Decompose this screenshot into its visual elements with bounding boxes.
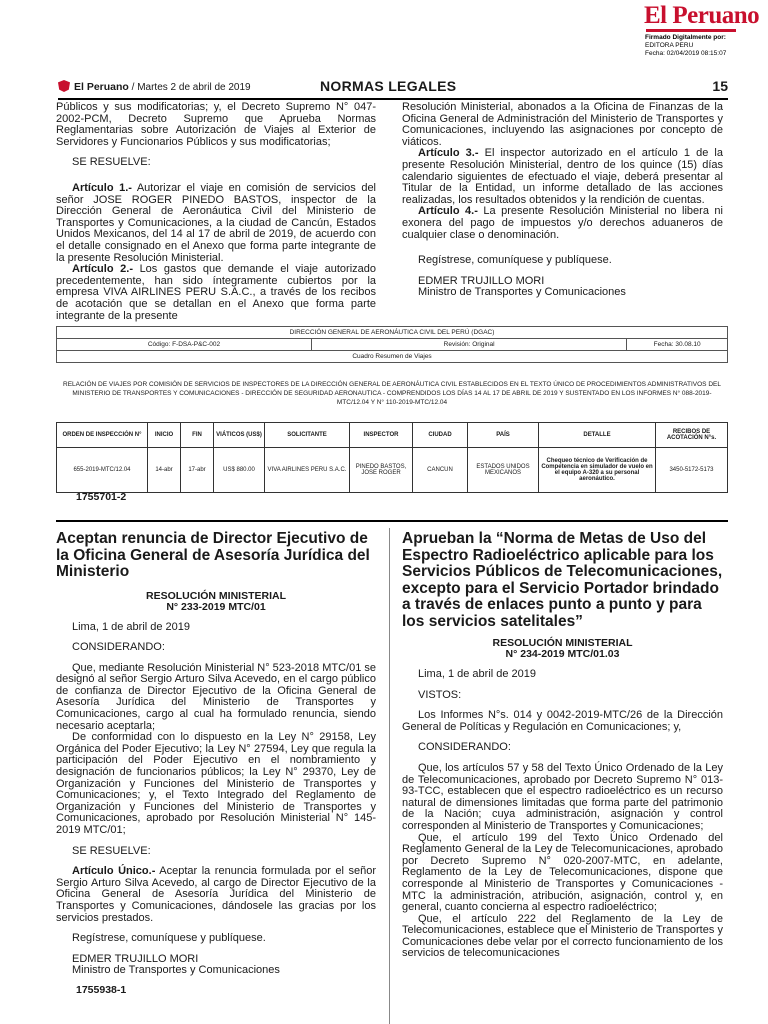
closing: Regístrese, comuníquese y publíquese. [72, 932, 266, 945]
dgac-cuadro: Cuadro Resumen de Viajes [57, 351, 728, 363]
header-paper: El Peruano [74, 81, 129, 93]
signer-title: Ministro de Transportes y Comunicaciones [418, 286, 626, 299]
date-line: Lima, 1 de abril de 2019 [418, 668, 537, 680]
vistos: VISTOS: [418, 688, 462, 701]
resolution-label: RESOLUCIÓN MINISTERIAL [492, 637, 633, 649]
travel-table [56, 422, 728, 493]
table-header: VIÁTICOS (US$) [214, 423, 265, 448]
table-header: CIUDAD [413, 423, 468, 448]
page-header [58, 78, 728, 100]
page-number: 15 [712, 78, 728, 94]
paragraph: Los Informes N°s. 014 y 0042-2019-MTC/26 de la Dirección General de Políticas y Regulación en Comunicaciones; y, [402, 709, 723, 733]
dgac-table [56, 326, 728, 363]
dgac-revision: Revisión: Original [311, 339, 626, 351]
table-cell: 17-abr [181, 448, 214, 493]
table-header: DETALLE [539, 423, 656, 448]
table-cell: 14-abr [148, 448, 181, 493]
article-text: La presente Resolución Ministerial no libera ni exonera del pago de impuestos y/o derechos aduaneros de cualquier clase o denominación. [402, 205, 723, 241]
table-header: INSPECTOR [350, 423, 413, 448]
dgac-title: DIRECCIÓN GENERAL DE AERONÁUTICA CIVIL DEL PERÚ (DGAC) [57, 327, 728, 339]
table-cell: CANCUN [413, 448, 468, 493]
se-resuelve: SE RESUELVE: [72, 844, 151, 857]
table-cell: Chequeo técnico de Verificación de Competencia en simulador de vuelo en el equipo A-320 a su personal aeronáutico. [539, 448, 656, 493]
signature-line: Fecha: 02/04/2019 08:15:07 [645, 50, 727, 57]
document-code: 1755938-1 [76, 983, 127, 996]
closing: Regístrese, comuníquese y publíquese. [418, 254, 612, 267]
considerando: CONSIDERANDO: [418, 741, 511, 754]
table-header: SOLICITANTE [265, 423, 350, 448]
document-code: 1755701-2 [76, 491, 127, 503]
paragraph: De conformidad con lo dispuesto en la Ley N° 29158, Ley Orgánica del Poder Ejecutivo; la Ley N° 27594, Ley que regula la participación del Poder Ejecutivo en el nombramiento y designación de funcionarios públicos; la Ley N° 29370, Ley de Organización y Funciones del Ministerio de Transportes y Comunicaciones; y, el Texto Integrado del Reglamento de Organización y Funciones del Ministerio de Transportes y Comunicaciones, aprobado por Resolución Ministerial N° 145-2019 MTC/01; [56, 731, 376, 836]
logo-underline [646, 29, 736, 32]
article-title: Aprueban la “Norma de Metas de Uso del Espectro Radioeléctrico aplicable para los Servicios Públicos de Telecomunicaciones, excepto para el Servicio Portador brindado a través de enlaces punto a punto y para los servicios satelitales” [402, 530, 723, 630]
resolution-number: N° 234-2019 MTC/01.03 [505, 648, 620, 660]
table-row [57, 448, 728, 493]
article-label: Artículo 3.- [418, 147, 479, 160]
top-right-column [402, 102, 723, 299]
signer-title: Ministro de Transportes y Comunicaciones [72, 964, 280, 977]
top-left-column [56, 102, 376, 322]
article-4 [402, 206, 723, 241]
resolution-number: N° 233-2019 MTC/01 [166, 600, 266, 613]
table-cell: US$ 880.00 [214, 448, 265, 493]
paragraph: Que, los artículos 57 y 58 del Texto Único Ordenado de la Ley de Telecomunicaciones, aprobado por Decreto Supremo N° 013-93-TCC, establecen que el espectro radioeléctrico es un recurso natural de dimensiones limitadas que forma parte del patrimonio de la Nación; cuya administración, asignación y control corresponden al Ministerio de Transportes y Comunicaciones; [402, 761, 723, 832]
table-cell: PINEDO BASTOS, JOSE ROGER [350, 448, 413, 493]
right-article [402, 531, 723, 960]
article-label: Artículo 4.- [418, 205, 478, 218]
paragraph: Públicos y sus modificatorias; y, el Decreto Supremo N° 047-2002-PCM, Decreto Supremo que Aprueba Normas Reglamentarias sobre Autorización de Viajes al Exterior de Servidores y Funcionarios Públicos y sus modificatorias; [56, 101, 376, 148]
table-header: RECIBOS DE ACOTACIÓN N°s. [656, 423, 728, 448]
article-1 [56, 183, 376, 264]
resolution-label: RESOLUCIÓN MINISTERIAL [145, 589, 286, 602]
article-label: Artículo 1.- [72, 181, 132, 194]
article-text: Los gastos que demande el viaje autorizado precedentemente, han sido íntegramente cubiertos por la empresa VIVA AIRLINES PERU S.A.C., a través de los recibos de acotación que se detallan en el Anexo que forma parte integrante de la presente [56, 263, 376, 322]
signer-name: EDMER TRUJILLO MORI [418, 274, 545, 287]
article-text: Aceptar la renuncia formulada por el señor Sergio Arturo Silva Acevedo, al cargo de Director Ejecutivo de la Oficina General de Asesoría Jurídica del Ministerio de Transportes y Comunicaciones, dándosele las gracias por los servicios prestados. [56, 865, 376, 924]
article-label: Artículo 2.- [72, 263, 133, 276]
article-text: El inspector autorizado en el artículo 1 de la presente Resolución Ministerial, dentro de los quince (15) días calendario siguientes de efectuado el viaje, deberá presentar al Titular de la Entidad, un informe detallado de las acciones realizadas, los resultados obtenidos y la rendición de cuentas. [402, 147, 723, 206]
date-line: Lima, 1 de abril de 2019 [72, 620, 191, 633]
section-title: NORMAS LEGALES [320, 78, 457, 94]
signer-name: EDMER TRUJILLO MORI [72, 952, 199, 965]
paragraph: Que, el artículo 222 del Reglamento de la Ley de Telecomunicaciones, establece que el Ministerio de Transportes y Comunicaciones debe velar por el correcto funcionamiento de los servicios de telecomunicaciones [402, 912, 723, 960]
article-3 [402, 148, 723, 206]
article-title: Aceptan renuncia de Director Ejecutivo de la Oficina General de Asesoría Jurídica del Ministerio [56, 530, 370, 580]
table-cell: ESTADOS UNIDOS MEXICANOS [468, 448, 539, 493]
paragraph: Resolución Ministerial, abonados a la Oficina de Finanzas de la Oficina General de Administración del Ministerio de Transportes y Comunicaciones, incluyendo las asignaciones por concepto de viáticos. [402, 101, 723, 148]
column-divider [389, 528, 390, 1024]
left-article [56, 531, 376, 997]
signature-line: EDITORA PERU [645, 42, 694, 49]
article-text: Autorizar el viaje en comisión de servicios del señor JOSE ROGER PINEDO BASTOS, inspector de la Dirección General de Aeronáutica Civil del Ministerio de Transportes y Comunicaciones, a la ciudad de Cancún, Estados Unidos Mexicanos, del 14 al 17 de abril de 2019, de acuerdo con el detalle consignado en el Anexo que forma parte integrante de la presente Resolución Ministerial. [56, 181, 376, 264]
paragraph: Que, mediante Resolución Ministerial N° 523-2018 MTC/01 se designó al señor Sergio Arturo Silva Acevedo, en el cargo público de confianza de Director Ejecutivo de la Oficina General de Asesoría Jurídica del Ministerio de Transportes y Comunicaciones, cargo al cual ha formulado renuncia, siendo necesario aceptarla; [56, 661, 376, 732]
digital-signature [645, 34, 726, 58]
table-cell: 3450-5172-5173 [656, 448, 728, 493]
header-left [58, 80, 251, 93]
table-header: INICIO [148, 423, 181, 448]
table-cell: 655-2019-MTC/12.04 [57, 448, 148, 493]
signature-line: Firmado Digitalmente por: [645, 34, 726, 41]
article-label: Artículo Único.- [72, 865, 156, 878]
el-peruano-logo: El Peruano [644, 2, 760, 29]
dgac-codigo: Código: F-DSA-P&C-002 [57, 339, 312, 351]
paragraph: Que, el artículo 199 del Texto Único Ordenado del Reglamento General de la Ley de Telecomunicaciones, aprobado por Decreto Supremo N° 020-2007-MTC, en adelante, Reglamento de la Ley de Telecomunicaciones, dispone que corresponde al Ministerio de Transportes y Comunicaciones - MTC la administración, atribución, asignación, control y, en general, cuanto concierna al espectro radioeléctrico; [402, 831, 723, 914]
shield-icon [58, 80, 70, 92]
se-resuelve: SE RESUELVE: [72, 156, 151, 169]
relacion-text: RELACIÓN DE VIAJES POR COMISIÓN DE SERVICIOS DE INSPECTORES DE LA DIRECCIÓN GENERAL DE AERONÁUTICA CIVIL ESTABLECIDOS EN EL TEXTO ÚNICO DE PROCEDIMIENTOS ADMINISTRATIVOS DEL MINISTERIO DE TRANSPORTES Y COMUNICACIONES - DIRECCIÓN DE SEGURIDAD AERONAUTICA - COMPRENDIDOS LOS DÍAS 14 AL 17 DE ABRIL DE 2019 Y SUSTENTADO EN LOS INFORMES N° 088-2019-MTC/12.04 Y N° 110-2019-MTC/12.04 [63, 381, 721, 406]
table-header: PAÍS [468, 423, 539, 448]
article-2 [56, 264, 376, 322]
article-unico [56, 866, 376, 924]
dgac-fecha: Fecha: 30.08.10 [627, 339, 728, 351]
table-cell: VIVA AIRLINES PERU S.A.C. [265, 448, 350, 493]
header-date: / Martes 2 de abril de 2019 [131, 82, 251, 93]
section-divider [56, 520, 728, 522]
table-header: FIN [181, 423, 214, 448]
table-header-row [57, 423, 728, 448]
table-header: ORDEN DE INSPECCIÓN N° [57, 423, 148, 448]
considerando: CONSIDERANDO: [72, 641, 165, 654]
